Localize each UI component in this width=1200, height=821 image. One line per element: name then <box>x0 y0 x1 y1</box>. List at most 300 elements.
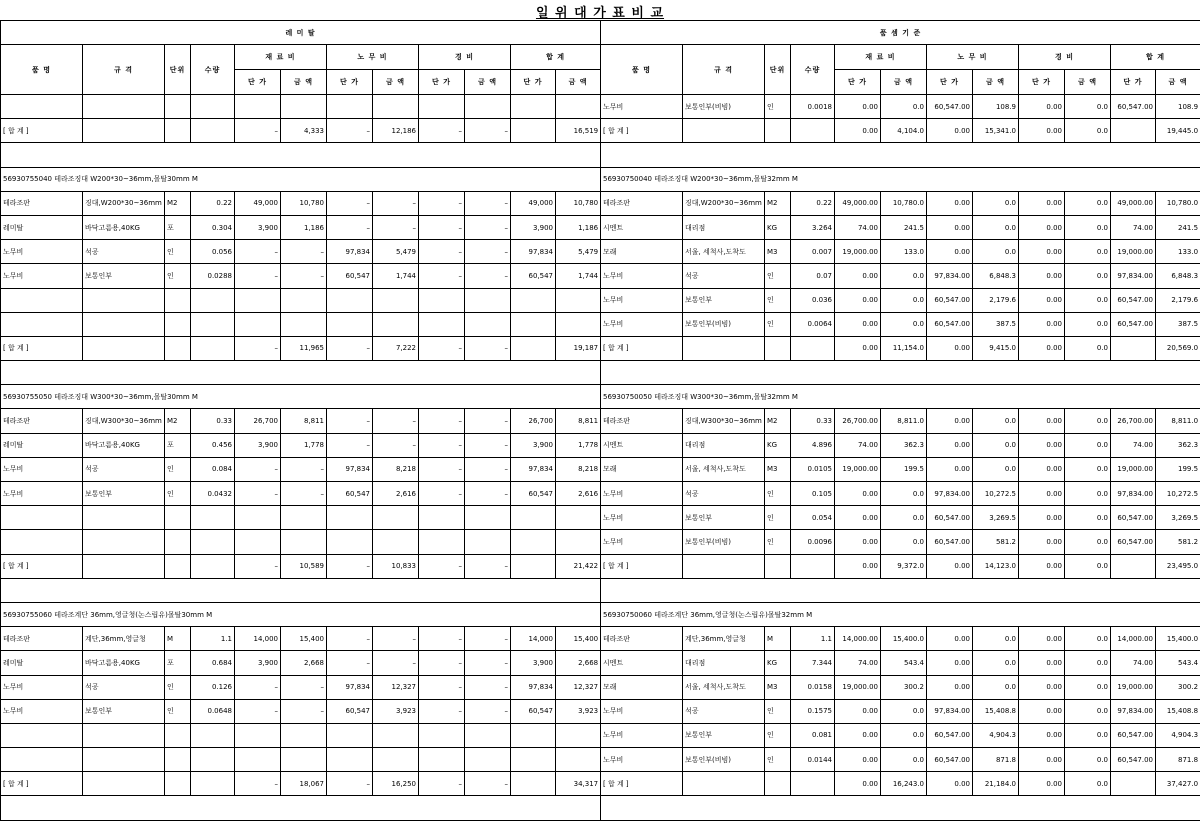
table-cell <box>419 312 465 336</box>
table-cell <box>165 288 191 312</box>
table-cell <box>373 288 419 312</box>
table-cell: 인 <box>765 530 791 554</box>
table-cell <box>419 506 465 530</box>
table-cell: 0.0 <box>881 95 927 119</box>
table-cell: 16,250 <box>373 772 419 796</box>
section-title: 56930755040 테라조징대 W200*30~36mm,몰탈30mm M <box>1 167 601 191</box>
table-cell: 362.3 <box>1156 433 1200 457</box>
table-cell: – <box>419 409 465 433</box>
table-cell <box>683 554 765 578</box>
table-cell: 인 <box>765 264 791 288</box>
table-cell: – <box>327 336 373 360</box>
table-cell: 0.105 <box>791 482 835 506</box>
table-cell: 60,547 <box>327 264 373 288</box>
table-cell <box>165 723 191 747</box>
table-cell: M3 <box>765 675 791 699</box>
table-cell <box>373 530 419 554</box>
col-amount: 금 액 <box>881 70 927 95</box>
table-row <box>1 699 601 723</box>
table-cell: 97,834.00 <box>927 264 973 288</box>
table-cell: 15,408.8 <box>1156 699 1200 723</box>
col-unit-price: 단 가 <box>927 70 973 95</box>
table-cell: 6,848.3 <box>1156 264 1200 288</box>
table-row <box>601 554 1200 578</box>
table-cell: 3,923 <box>556 699 601 723</box>
table-cell: 서울, 세척사,도착도 <box>683 240 765 264</box>
table-cell: 19,000.00 <box>835 675 881 699</box>
spacer-cell <box>601 143 1200 167</box>
table-cell: 0.00 <box>927 554 973 578</box>
table-cell: 0.0 <box>1065 651 1111 675</box>
section-title: 56930755060 테라조계단 36mm,영글청(논스립유)몰탈30mm M <box>1 602 601 626</box>
table-cell: 3,269.5 <box>973 506 1019 530</box>
table-cell: 12,327 <box>373 675 419 699</box>
table-cell: 0.00 <box>927 240 973 264</box>
table-cell <box>419 95 465 119</box>
table-cell <box>281 723 327 747</box>
table-cell: 16,243.0 <box>881 772 927 796</box>
col-unit-price: 단 가 <box>1111 70 1156 95</box>
table-row <box>1 215 601 239</box>
table-cell: KG <box>765 651 791 675</box>
table-row <box>601 264 1200 288</box>
spacer-cell <box>1 143 601 167</box>
table-cell: 0.0 <box>1065 457 1111 481</box>
col-expense: 경 비 <box>1019 45 1111 70</box>
table-row <box>1 312 601 336</box>
table-cell: – <box>235 336 281 360</box>
table-cell: 징대,W300*30~36mm <box>83 409 165 433</box>
table-cell <box>191 748 235 772</box>
table-cell: 241.5 <box>1156 215 1200 239</box>
table-cell: 74.00 <box>1111 433 1156 457</box>
table-row <box>1 409 601 433</box>
table-cell <box>191 772 235 796</box>
table-cell <box>281 95 327 119</box>
table-cell: 노무비 <box>601 748 683 772</box>
table-cell: – <box>281 240 327 264</box>
table-cell: 0.00 <box>835 699 881 723</box>
table-cell: 레미탈 <box>1 433 83 457</box>
table-cell <box>511 748 556 772</box>
table-cell: 60,547.00 <box>1111 748 1156 772</box>
table-cell: 15,408.8 <box>973 699 1019 723</box>
col-amount: 금 액 <box>373 70 419 95</box>
table-row <box>601 675 1200 699</box>
table-cell: M3 <box>765 240 791 264</box>
table-cell <box>791 119 835 143</box>
table-cell: 석공 <box>83 240 165 264</box>
table-row <box>601 191 1200 215</box>
table-cell: 49,000.00 <box>835 191 881 215</box>
table-cell: 0.0 <box>1065 723 1111 747</box>
table-cell: – <box>419 215 465 239</box>
table-cell: 60,547.00 <box>1111 288 1156 312</box>
table-cell: 징대,W200*30~36mm <box>683 191 765 215</box>
table-row <box>601 457 1200 481</box>
table-cell: 108.9 <box>973 95 1019 119</box>
table-cell: – <box>235 482 281 506</box>
table-cell: 0.0 <box>973 675 1019 699</box>
section-header-row <box>1 167 601 191</box>
table-cell: 0.0 <box>1065 191 1111 215</box>
table-row <box>601 119 1200 143</box>
table-cell: – <box>465 409 511 433</box>
table-cell: 0.00 <box>835 119 881 143</box>
table-row <box>601 95 1200 119</box>
table-cell: 0.00 <box>1019 675 1065 699</box>
table-cell: 19,000.00 <box>835 240 881 264</box>
table-cell: 0.0 <box>973 651 1019 675</box>
table-cell: 97,834 <box>327 675 373 699</box>
table-cell: – <box>419 264 465 288</box>
table-cell: 테라조판 <box>1 409 83 433</box>
table-cell: 0.00 <box>927 215 973 239</box>
table-cell: 2,668 <box>281 651 327 675</box>
table-cell: 징대,W300*30~36mm <box>683 409 765 433</box>
table-cell: 199.5 <box>1156 457 1200 481</box>
table-cell: 0.304 <box>191 215 235 239</box>
table-cell: – <box>465 554 511 578</box>
table-cell: 인 <box>165 264 191 288</box>
table-cell <box>83 554 165 578</box>
table-cell: 0.0 <box>881 288 927 312</box>
table-cell <box>165 312 191 336</box>
table-cell: 1,778 <box>281 433 327 457</box>
table-cell: 241.5 <box>881 215 927 239</box>
table-cell <box>511 288 556 312</box>
table-cell: 60,547.00 <box>927 312 973 336</box>
table-cell: 모래 <box>601 457 683 481</box>
table-cell <box>556 748 601 772</box>
table-cell <box>83 95 165 119</box>
col-labor: 노 무 비 <box>327 45 419 70</box>
table-cell: – <box>373 409 419 433</box>
table-cell: 시멘트 <box>601 433 683 457</box>
table-cell: 60,547 <box>511 264 556 288</box>
table-row <box>1 748 601 772</box>
col-unit-price: 단 가 <box>511 70 556 95</box>
table-cell: 3.264 <box>791 215 835 239</box>
col-amount: 금 액 <box>556 70 601 95</box>
table-cell: 21,422 <box>556 554 601 578</box>
table-cell: 871.8 <box>1156 748 1200 772</box>
table-cell: 보통인부(비빔) <box>683 95 765 119</box>
left-table-body <box>1 95 601 821</box>
table-row <box>1 627 601 651</box>
table-cell: 4,333 <box>281 119 327 143</box>
table-cell: 징대,W200*30~36mm <box>83 191 165 215</box>
table-cell: – <box>281 457 327 481</box>
table-cell: 2,616 <box>373 482 419 506</box>
table-cell: 0.0 <box>881 506 927 530</box>
table-cell: – <box>419 482 465 506</box>
table-cell: 0.0 <box>973 627 1019 651</box>
table-cell: [ 합 계 ] <box>601 336 683 360</box>
table-cell <box>556 288 601 312</box>
table-cell <box>511 554 556 578</box>
table-cell: 7,222 <box>373 336 419 360</box>
table-cell <box>791 336 835 360</box>
table-cell: 0.456 <box>191 433 235 457</box>
table-row <box>1 651 601 675</box>
table-cell: M2 <box>765 409 791 433</box>
table-cell: – <box>465 215 511 239</box>
col-unit-price: 단 가 <box>1019 70 1065 95</box>
col-total: 합 계 <box>511 45 601 70</box>
table-cell: – <box>419 772 465 796</box>
table-cell: 0.00 <box>1019 482 1065 506</box>
table-cell: 60,547.00 <box>927 288 973 312</box>
table-cell <box>83 119 165 143</box>
table-cell: 97,834.00 <box>1111 482 1156 506</box>
table-cell: 0.00 <box>927 627 973 651</box>
table-cell: 0.00 <box>835 772 881 796</box>
table-cell: – <box>373 627 419 651</box>
table-cell: 대리점 <box>683 651 765 675</box>
table-cell: 0.00 <box>1019 240 1065 264</box>
table-cell <box>281 312 327 336</box>
table-cell: 노무비 <box>1 675 83 699</box>
table-cell <box>373 95 419 119</box>
spacer-row <box>601 143 1200 167</box>
table-cell: 0.0432 <box>191 482 235 506</box>
table-cell: 0.00 <box>1019 627 1065 651</box>
table-cell <box>327 723 373 747</box>
table-cell <box>465 748 511 772</box>
table-cell: 1,778 <box>556 433 601 457</box>
table-cell: – <box>327 409 373 433</box>
table-cell: 0.081 <box>791 723 835 747</box>
table-cell: 바닥고름용,40KG <box>83 215 165 239</box>
table-cell: 레미탈 <box>1 215 83 239</box>
spacer-cell <box>1 361 601 385</box>
table-cell: 60,547.00 <box>1111 723 1156 747</box>
table-cell: 대리점 <box>683 433 765 457</box>
section-title: 56930750050 테라조징대 W300*30~36mm,몰탈32mm M <box>601 385 1200 409</box>
table-cell <box>327 288 373 312</box>
col-labor: 노 무 비 <box>927 45 1019 70</box>
table-cell <box>765 336 791 360</box>
table-cell: 노무비 <box>601 288 683 312</box>
table-cell: 4,904.3 <box>1156 723 1200 747</box>
table-cell <box>281 506 327 530</box>
table-cell: 0.0 <box>881 723 927 747</box>
table-row <box>1 482 601 506</box>
table-cell: – <box>327 433 373 457</box>
table-cell <box>1 506 83 530</box>
table-cell: – <box>465 482 511 506</box>
table-cell: 0.0 <box>1065 530 1111 554</box>
table-cell: 0.0 <box>1065 699 1111 723</box>
table-cell <box>465 506 511 530</box>
table-cell: 0.0 <box>1065 264 1111 288</box>
table-cell: – <box>419 554 465 578</box>
table-cell: 0.00 <box>835 506 881 530</box>
table-cell: M2 <box>165 191 191 215</box>
table-cell: – <box>465 336 511 360</box>
table-row <box>1 675 601 699</box>
table-row <box>1 191 601 215</box>
section-header-row <box>1 602 601 626</box>
col-amount: 금 액 <box>1065 70 1111 95</box>
table-row <box>601 215 1200 239</box>
table-cell <box>556 723 601 747</box>
table-cell: – <box>465 191 511 215</box>
table-cell: KG <box>765 433 791 457</box>
table-cell: 노무비 <box>601 530 683 554</box>
table-cell: 871.8 <box>973 748 1019 772</box>
table-cell <box>791 554 835 578</box>
table-cell: 0.00 <box>1019 530 1065 554</box>
col-unit-price: 단 가 <box>419 70 465 95</box>
table-cell: 0.0 <box>1065 506 1111 530</box>
table-cell: 0.0 <box>973 191 1019 215</box>
table-cell: 바닥고름용,40KG <box>83 433 165 457</box>
table-cell: 0.056 <box>191 240 235 264</box>
col-unit-price: 단 가 <box>835 70 881 95</box>
table-cell: 10,780.0 <box>1156 191 1200 215</box>
table-cell <box>191 95 235 119</box>
table-cell: 인 <box>165 482 191 506</box>
left-panel-header: 레 미 탈 <box>1 21 601 45</box>
table-row <box>601 433 1200 457</box>
table-cell: 97,834.00 <box>927 699 973 723</box>
table-row <box>1 288 601 312</box>
table-cell: 보통인부 <box>683 506 765 530</box>
table-cell: 15,400 <box>556 627 601 651</box>
table-cell <box>191 288 235 312</box>
col-expense: 경 비 <box>419 45 511 70</box>
table-cell: 포 <box>165 651 191 675</box>
table-cell: M2 <box>765 191 791 215</box>
table-cell: 0.0 <box>1065 240 1111 264</box>
table-cell: 1,744 <box>373 264 419 288</box>
table-cell: – <box>419 336 465 360</box>
table-row <box>1 95 601 119</box>
table-cell: 노무비 <box>1 264 83 288</box>
table-cell <box>765 119 791 143</box>
table-cell: 0.00 <box>1019 95 1065 119</box>
table-cell: 노무비 <box>601 506 683 530</box>
table-cell <box>327 312 373 336</box>
table-cell <box>1 95 83 119</box>
table-cell: 0.0 <box>881 699 927 723</box>
table-cell: 581.2 <box>1156 530 1200 554</box>
table-row <box>601 336 1200 360</box>
table-cell <box>165 772 191 796</box>
table-cell: 보통인부 <box>83 482 165 506</box>
table-cell: 8,811.0 <box>1156 409 1200 433</box>
table-cell: 인 <box>765 95 791 119</box>
table-cell <box>419 530 465 554</box>
spacer-row <box>601 361 1200 385</box>
table-cell: – <box>419 433 465 457</box>
table-cell: 1.1 <box>791 627 835 651</box>
table-cell: 0.0648 <box>191 699 235 723</box>
table-cell: 노무비 <box>601 312 683 336</box>
table-cell: – <box>373 433 419 457</box>
table-cell: 10,833 <box>373 554 419 578</box>
table-cell: 계단,36mm,영글청 <box>683 627 765 651</box>
table-cell: 인 <box>765 723 791 747</box>
table-cell: 74.00 <box>1111 651 1156 675</box>
table-cell: 3,900 <box>511 433 556 457</box>
table-cell: 0.00 <box>927 651 973 675</box>
table-cell <box>511 530 556 554</box>
table-cell: – <box>465 651 511 675</box>
table-cell <box>373 312 419 336</box>
table-cell <box>165 530 191 554</box>
table-cell: 0.0 <box>1065 95 1111 119</box>
table-cell: 보통인부 <box>83 699 165 723</box>
table-cell: 97,834 <box>327 457 373 481</box>
table-cell <box>556 95 601 119</box>
table-cell: 9,372.0 <box>881 554 927 578</box>
table-cell: 362.3 <box>881 433 927 457</box>
table-cell: 노무비 <box>1 699 83 723</box>
table-cell <box>465 723 511 747</box>
table-cell: 3,900 <box>511 651 556 675</box>
table-cell <box>465 530 511 554</box>
table-cell: 10,272.5 <box>1156 482 1200 506</box>
spacer-row <box>1 361 601 385</box>
table-cell: 543.4 <box>1156 651 1200 675</box>
left-panel <box>0 20 600 819</box>
table-cell: 60,547 <box>511 699 556 723</box>
table-cell: – <box>327 215 373 239</box>
table-cell: 300.2 <box>881 675 927 699</box>
table-row <box>601 506 1200 530</box>
table-cell: 0.00 <box>1019 215 1065 239</box>
table-cell: 인 <box>165 457 191 481</box>
table-cell: 0.33 <box>191 409 235 433</box>
table-cell: 2,179.6 <box>1156 288 1200 312</box>
table-cell: 0.00 <box>927 336 973 360</box>
table-row <box>601 699 1200 723</box>
table-cell: 0.684 <box>191 651 235 675</box>
table-cell: 60,547.00 <box>927 723 973 747</box>
table-cell: 60,547 <box>511 482 556 506</box>
table-cell: 노무비 <box>1 482 83 506</box>
table-cell: – <box>327 554 373 578</box>
table-cell: 석공 <box>683 264 765 288</box>
table-cell: 0.0 <box>881 312 927 336</box>
spacer-cell <box>601 361 1200 385</box>
table-cell <box>235 506 281 530</box>
table-cell: 581.2 <box>973 530 1019 554</box>
table-row <box>1 530 601 554</box>
table-cell: 8,218 <box>373 457 419 481</box>
table-cell: 19,000.00 <box>835 457 881 481</box>
table-cell: 4,904.3 <box>973 723 1019 747</box>
table-cell: 0.0 <box>973 240 1019 264</box>
table-cell <box>165 554 191 578</box>
table-cell <box>165 506 191 530</box>
table-cell: 0.0 <box>1065 675 1111 699</box>
table-cell: 0.0064 <box>791 312 835 336</box>
table-cell <box>83 336 165 360</box>
table-cell: 인 <box>765 482 791 506</box>
table-cell: – <box>327 191 373 215</box>
table-cell <box>791 772 835 796</box>
table-cell <box>511 95 556 119</box>
table-cell: 0.0144 <box>791 748 835 772</box>
table-cell: 60,547 <box>327 482 373 506</box>
table-cell <box>1111 119 1156 143</box>
table-cell: – <box>235 240 281 264</box>
table-cell: 보통인부(비빔) <box>683 748 765 772</box>
